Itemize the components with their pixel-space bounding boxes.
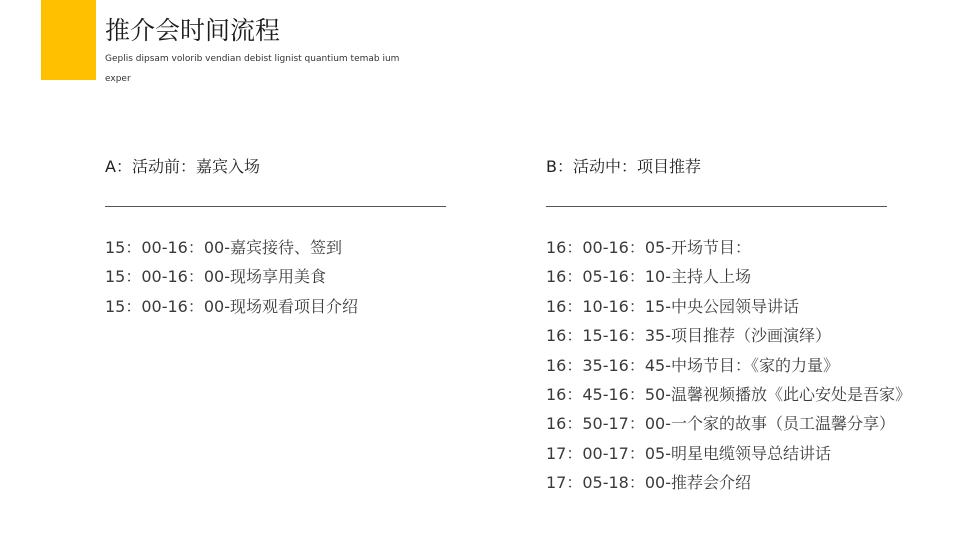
section-before-event: [105, 155, 465, 321]
schedule-item: 15：00-16：00-现场享用美食: [105, 267, 326, 287]
schedule-item: 17：00-17：05-明星电缆领导总结讲话: [546, 443, 831, 463]
section-heading: A：活动前：嘉宾入场: [105, 157, 260, 176]
schedule-item: 16：45-16：50-温馨视频播放《此心安处是吾家》: [546, 385, 911, 405]
schedule-item: 16：50-17：00-一个家的故事（员工温馨分享）: [546, 414, 895, 434]
schedule-item: 16：00-16：05-开场节目：: [546, 238, 751, 257]
schedule-list: [105, 233, 465, 321]
section-heading: B：活动中：项目推荐: [546, 157, 701, 176]
section-during-event: [546, 155, 911, 498]
slide-subtitle: Geplis dipsam volorib vendian debist lignist quantium temab ium exper: [105, 54, 400, 84]
schedule-item: 16：05-16：10-主持人上场: [546, 267, 751, 287]
section-divider: [105, 206, 446, 207]
schedule-item: 16：10-16：15-中央公园领导讲话: [546, 296, 799, 316]
schedule-item: 16：15-16：35-项目推荐（沙画演绎）: [546, 326, 831, 346]
section-divider: [546, 206, 887, 207]
schedule-item: 17：05-18：00-推荐会介绍: [546, 473, 751, 493]
schedule-item: 15：00-16：00-嘉宾接待、签到: [105, 238, 342, 257]
schedule-list: [546, 233, 911, 498]
accent-bar: [41, 0, 96, 80]
slide-title: 推介会时间流程: [105, 16, 281, 45]
schedule-item: 15：00-16：00-现场观看项目介绍: [105, 296, 358, 316]
schedule-item: 16：35-16：45-中场节目：《家的力量》: [546, 355, 839, 375]
